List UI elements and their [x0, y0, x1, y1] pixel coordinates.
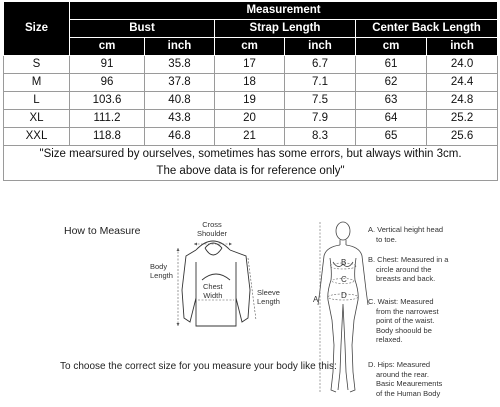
- table-cell: 24.4: [427, 74, 498, 92]
- label-line: Length: [257, 297, 280, 306]
- note-line: "Size mearsured by ourselves, sometimes has some errors, but always within 3cm.: [39, 148, 462, 160]
- table-cell: 6.7: [285, 56, 356, 74]
- table-cell: 7.1: [285, 74, 356, 92]
- unit-header: cm: [215, 38, 285, 56]
- how-to-measure-title: How to Measure: [64, 225, 141, 237]
- table-cell: 64: [356, 110, 427, 128]
- table-cell: 17: [215, 56, 285, 74]
- annotation-line: of the Human Body: [376, 388, 441, 398]
- table-cell: 37.8: [145, 74, 215, 92]
- annotation-line: B. Chest: Measured in a: [368, 255, 449, 264]
- table-cell: 35.8: [145, 56, 215, 74]
- size-cell: XXL: [4, 128, 70, 146]
- annotation-hips: [368, 360, 442, 398]
- table-cell: 118.8: [70, 128, 145, 146]
- label-line: Shoulder: [197, 229, 228, 238]
- table-cell: 24.0: [427, 56, 498, 74]
- unit-header: inch: [427, 38, 498, 56]
- label-line: Length: [150, 271, 173, 280]
- table-cell: 25.6: [427, 128, 498, 146]
- size-cell: M: [4, 74, 70, 92]
- note-line: The above data is for reference only": [156, 165, 345, 177]
- center-back-length-header: Center Back Length: [356, 20, 498, 38]
- unit-header: inch: [145, 38, 215, 56]
- table-cell: 91: [70, 56, 145, 74]
- table-cell: 63: [356, 92, 427, 110]
- table-cell: 96: [70, 74, 145, 92]
- annotation-line: D. Hips: Measured: [368, 360, 431, 369]
- waist-marker-letter: C: [341, 275, 347, 284]
- table-cell: 7.5: [285, 92, 356, 110]
- label-line: Cross: [202, 220, 222, 229]
- table-cell: 7.9: [285, 110, 356, 128]
- annotation-line: from the narrowest: [376, 306, 439, 316]
- label-line: Sleeve: [257, 288, 280, 297]
- table-cell: 43.8: [145, 110, 215, 128]
- table-cell: 21: [215, 128, 285, 146]
- measurement-header: Measurement: [70, 2, 498, 20]
- annotation-line: C. Waist: Measured: [368, 297, 434, 306]
- size-cell: XL: [4, 110, 70, 128]
- height-marker-letter: A: [313, 295, 319, 304]
- hips-marker-letter: D: [341, 291, 347, 300]
- annotation-chest: [368, 255, 448, 284]
- table-cell: 20: [215, 110, 285, 128]
- measure-instruction: To choose the correct size for you measure your body like this:: [60, 361, 337, 372]
- annotation-line: point of the waist.: [376, 316, 435, 325]
- table-cell: 61: [356, 56, 427, 74]
- table-cell: 18: [215, 74, 285, 92]
- label-line: Chest: [203, 282, 223, 291]
- table-cell: 25.2: [427, 110, 498, 128]
- chest-marker-letter: B: [341, 258, 347, 267]
- table-cell: 111.2: [70, 110, 145, 128]
- annotation-waist: [368, 297, 439, 345]
- strap-length-header: Strap Length: [215, 20, 356, 38]
- unit-header: cm: [70, 38, 145, 56]
- annotation-line: Body shoould be: [376, 325, 432, 335]
- annotation-line: breasts and back.: [376, 274, 436, 283]
- size-cell: L: [4, 92, 70, 110]
- bust-header: Bust: [70, 20, 215, 38]
- unit-header: cm: [356, 38, 427, 56]
- size-cell: S: [4, 56, 70, 74]
- size-header: Size: [4, 2, 70, 56]
- table-cell: 8.3: [285, 128, 356, 146]
- table-cell: 19: [215, 92, 285, 110]
- table-cell: 40.8: [145, 92, 215, 110]
- table-cell: 46.8: [145, 128, 215, 146]
- table-cell: 103.6: [70, 92, 145, 110]
- annotation-line: circle around the: [376, 264, 432, 274]
- label-line: Body: [150, 262, 168, 271]
- table-cell: 65: [356, 128, 427, 146]
- table-cell: 62: [356, 74, 427, 92]
- annotation-height: [368, 225, 443, 244]
- annotation-line: around the rear.: [376, 369, 429, 379]
- label-line: Width: [203, 291, 223, 300]
- unit-header: inch: [285, 38, 356, 56]
- table-cell: 24.8: [427, 92, 498, 110]
- annotation-line: relaxed.: [376, 335, 403, 344]
- annotation-line: A. Vertical height head: [368, 225, 444, 234]
- annotation-line: to toe.: [376, 234, 397, 244]
- annotation-line: Basic Meaurements: [376, 379, 443, 388]
